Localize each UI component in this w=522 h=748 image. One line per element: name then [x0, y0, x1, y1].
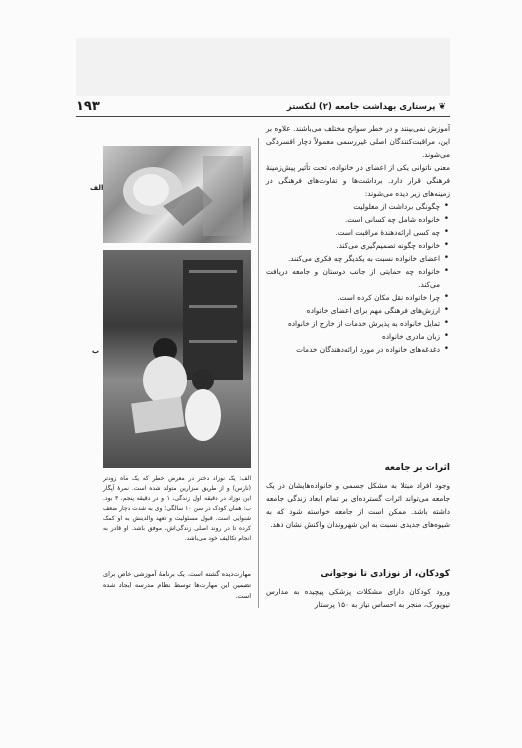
- list-item: • اعضای خانواده نسبت به یکدیگر چه فکری می‌کنند.: [266, 252, 440, 265]
- page-number: ۱۹۳: [76, 99, 100, 114]
- figure-label-b: ب: [92, 347, 100, 355]
- children-paragraph-block: [266, 585, 450, 611]
- child-mother-photo-illustration: [103, 250, 251, 468]
- list-item: • زبان مادری خانواده: [266, 330, 440, 343]
- list-item: • تمایل خانواده به پذیرش خدمات از خارج از خانواده: [266, 317, 440, 330]
- intro-paragraph: آموزش نمی‌بینند و در خطر سوانح مختلف می‌باشند. علاوه بر این، مراقبت‌کنندگان اصلی غیررسمی معمولاً دچار افسردگی می‌شوند.: [266, 124, 450, 159]
- photo-child-with-mother: [103, 250, 251, 468]
- culture-paragraph: معنی ناتوانی یکی از اعضای در خانواده، تحت تأثیر پیش‌زمینهٔ فرهنگی قرار دارد. برداشت‌ها و تفاوت‌های فرهنگی در زمینه‌های زیر دیده می‌شوند:: [266, 163, 450, 198]
- header-title: پرستاری بهداشت جامعه (۲) لنکستر: [286, 102, 436, 112]
- figure-label-a: الف: [90, 184, 104, 192]
- section-heading-children: کودکان، از نوزادی تا نوجوانی: [320, 569, 450, 579]
- top-margin-band: [76, 38, 450, 96]
- section-heading-community: اثرات بر جامعه: [384, 463, 450, 473]
- list-item: • خانواده چه حمایتی از جانب دوستان و جامعه دریافت می‌کند.: [266, 265, 440, 291]
- list-item: • ارزش‌های فرهنگی مهم برای اعضای خانواده: [266, 304, 440, 317]
- list-item: • دغدغه‌های خانواده در مورد ارائه‌دهندگان خدمات: [266, 343, 440, 356]
- photo-newborn: [103, 146, 251, 243]
- book-ornament-icon: ❦: [438, 102, 446, 112]
- list-item: • چه کسی ارائه‌دهندهٔ مراقبت است.: [266, 226, 440, 239]
- children-paragraph: ورود کودکان دارای مشکلات پزشکی پیچیده به مدارس نیوپورک، منجر به احساس نیاز به ۱۵۰ پرستار: [266, 587, 450, 609]
- list-item: • چرا خانواده نقل مکان کرده است.: [266, 291, 440, 304]
- column-divider: [258, 138, 259, 608]
- culture-bullet-list: [266, 200, 450, 356]
- list-item: • خانواده چگونه تصمیم‌گیری می‌کند.: [266, 239, 440, 252]
- community-paragraph: وجود افراد مبتلا به مشکل جسمی و خانواده‌هایشان در یک جامعه می‌تواند اثرات گسترده‌ای بر تمام ابعاد زندگی جامعه داشته باشد. ممکن است از جامعه خواسته شود که به شیوه‌های جدیدی نسبت به این شهروندان واکنش نشان دهد.: [266, 481, 450, 529]
- newborn-photo-illustration: [103, 146, 251, 243]
- list-item: • خانواده شامل چه کسانی است.: [266, 213, 440, 226]
- figure-caption: الف: یک نوزاد دختر در معرض خطر که یک ماه زودتر (نارس) و از طریق سزارین متولد شده است. نمرهٔ آپگار این نوزاد در دقیقه اول زندگی، ۱ و در دقیقه پنجم، ۳ بود. ب: همان کودک در سن ۱۰ سالگی؛ وی به شدت دچار ضعف شنوایی است. قبول مسئولیت و تعهد والدینش به او کمک کرده تا در روند اصلی زندگی‌اش، موفق باشد. او قادر به انجام تکالیف خود می‌باشد.: [103, 475, 252, 542]
- community-paragraph-block: [266, 479, 450, 531]
- list-item: • چگونگی برداشت از معلولیت: [266, 200, 440, 213]
- running-header: [186, 102, 446, 112]
- header-rule: [76, 116, 450, 117]
- left-column-paragraph: مهارت‌دیده گشته است. یک برنامهٔ آموزشی خاص برای تضمین این مهارت‌ها توسط نظام مدرسه ایجاد شده است.: [103, 570, 251, 600]
- right-column: [266, 122, 450, 356]
